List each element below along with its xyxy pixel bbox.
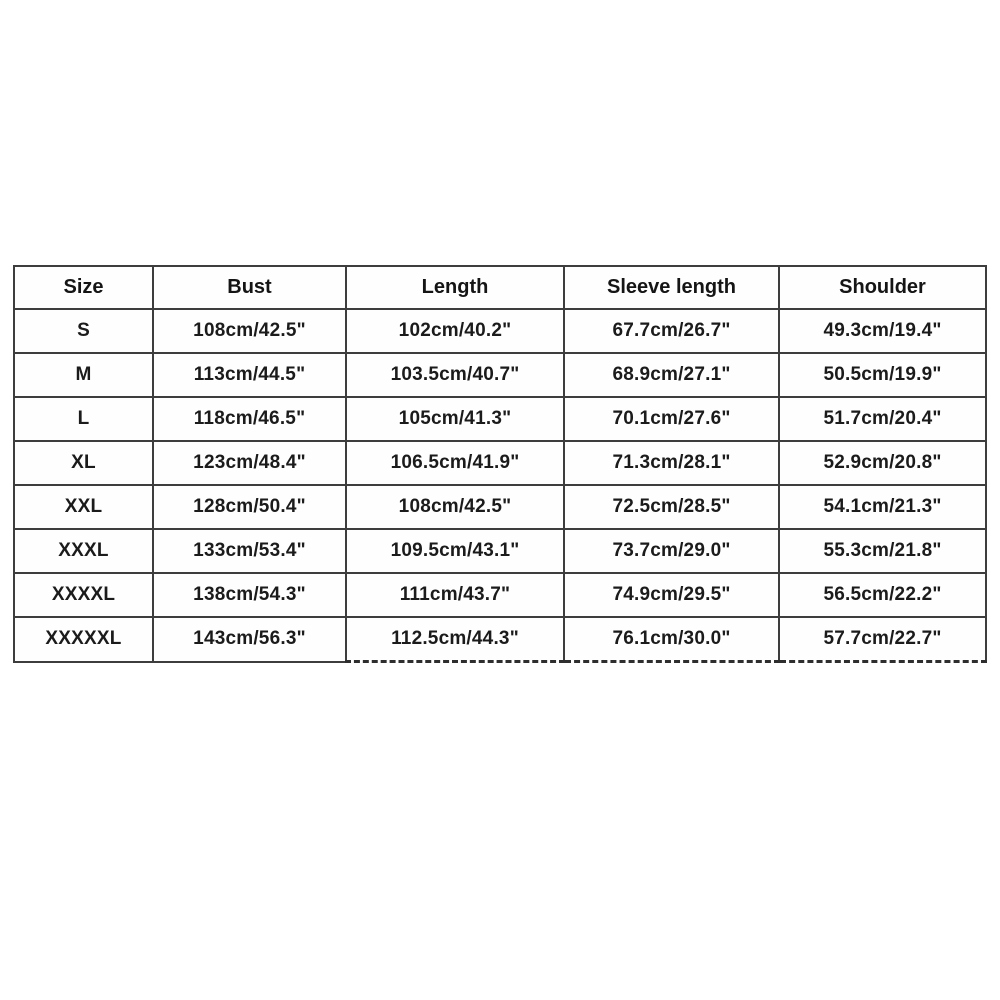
cell-shoulder: 51.7cm/20.4" <box>779 397 986 441</box>
cell-shoulder: 57.7cm/22.7" <box>779 617 986 662</box>
cell-size: S <box>14 309 153 353</box>
table-row <box>14 573 986 617</box>
cell-size: XXXXL <box>14 573 153 617</box>
table-row <box>14 353 986 397</box>
cell-length: 106.5cm/41.9" <box>346 441 564 485</box>
cell-bust: 128cm/50.4" <box>153 485 346 529</box>
column-header-shoulder: Shoulder <box>779 266 986 309</box>
column-header-bust: Bust <box>153 266 346 309</box>
cell-sleeve-length: 72.5cm/28.5" <box>564 485 779 529</box>
cell-bust: 143cm/56.3" <box>153 617 346 662</box>
table-row <box>14 441 986 485</box>
column-header-sleeve-length: Sleeve length <box>564 266 779 309</box>
cell-bust: 118cm/46.5" <box>153 397 346 441</box>
table-row <box>14 397 986 441</box>
cell-shoulder: 55.3cm/21.8" <box>779 529 986 573</box>
cell-size: XL <box>14 441 153 485</box>
cell-length: 111cm/43.7" <box>346 573 564 617</box>
header-row <box>14 266 986 309</box>
cell-shoulder: 49.3cm/19.4" <box>779 309 986 353</box>
cell-shoulder: 54.1cm/21.3" <box>779 485 986 529</box>
cell-length: 103.5cm/40.7" <box>346 353 564 397</box>
size-chart-table <box>13 265 987 663</box>
cell-length: 108cm/42.5" <box>346 485 564 529</box>
cell-sleeve-length: 70.1cm/27.6" <box>564 397 779 441</box>
cell-sleeve-length: 67.7cm/26.7" <box>564 309 779 353</box>
column-header-size: Size <box>14 266 153 309</box>
cell-shoulder: 52.9cm/20.8" <box>779 441 986 485</box>
cell-sleeve-length: 76.1cm/30.0" <box>564 617 779 662</box>
column-header-length: Length <box>346 266 564 309</box>
cell-sleeve-length: 73.7cm/29.0" <box>564 529 779 573</box>
cell-length: 105cm/41.3" <box>346 397 564 441</box>
cell-length: 102cm/40.2" <box>346 309 564 353</box>
cell-bust: 138cm/54.3" <box>153 573 346 617</box>
size-chart <box>13 265 987 663</box>
table-row <box>14 617 986 662</box>
cell-bust: 133cm/53.4" <box>153 529 346 573</box>
cell-bust: 108cm/42.5" <box>153 309 346 353</box>
cell-bust: 123cm/48.4" <box>153 441 346 485</box>
table-row <box>14 485 986 529</box>
cell-sleeve-length: 71.3cm/28.1" <box>564 441 779 485</box>
cell-shoulder: 50.5cm/19.9" <box>779 353 986 397</box>
cell-sleeve-length: 68.9cm/27.1" <box>564 353 779 397</box>
cell-size: L <box>14 397 153 441</box>
cell-size: XXL <box>14 485 153 529</box>
cell-size: XXXXXL <box>14 617 153 662</box>
cell-size: M <box>14 353 153 397</box>
table-row <box>14 309 986 353</box>
cell-length: 112.5cm/44.3" <box>346 617 564 662</box>
cell-bust: 113cm/44.5" <box>153 353 346 397</box>
cell-shoulder: 56.5cm/22.2" <box>779 573 986 617</box>
table-row <box>14 529 986 573</box>
cell-sleeve-length: 74.9cm/29.5" <box>564 573 779 617</box>
cell-length: 109.5cm/43.1" <box>346 529 564 573</box>
cell-size: XXXL <box>14 529 153 573</box>
